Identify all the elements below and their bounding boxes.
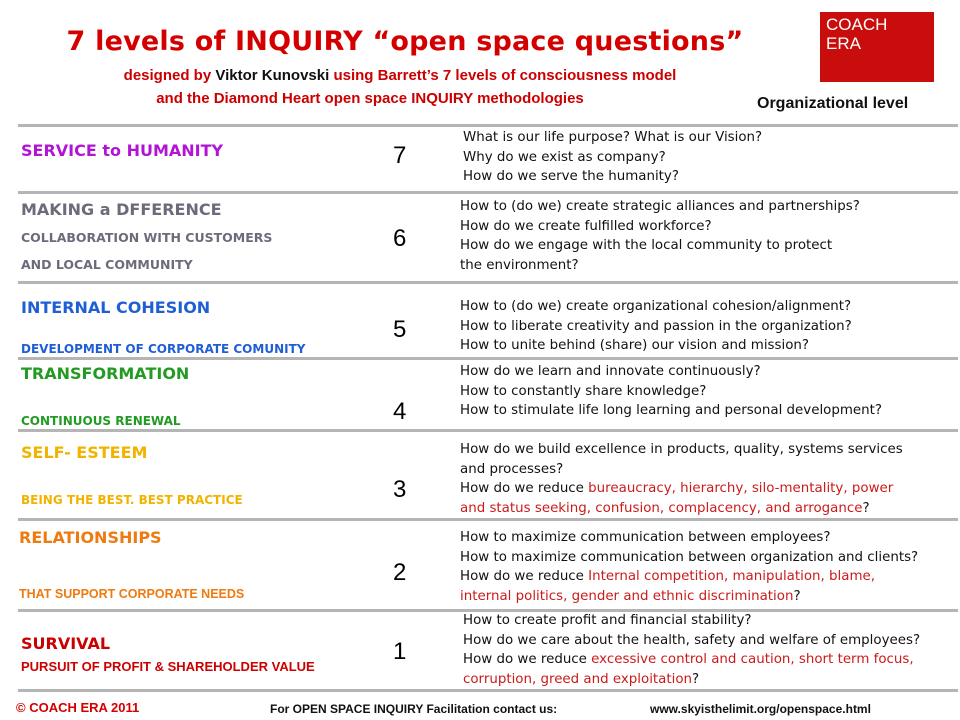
level-subtitle: AND LOCAL COMMUNITY <box>21 257 193 272</box>
organizational-level-label: Organizational level <box>757 95 909 112</box>
level-questions <box>460 440 903 518</box>
question: How do we learn and innovate continuously? <box>460 364 761 379</box>
question: How to maximize communication between organization and clients? <box>460 549 919 565</box>
question-text: How do we reduce <box>460 481 589 496</box>
question <box>460 499 903 519</box>
question: Why do we exist as company? <box>463 149 666 165</box>
level-questions <box>460 197 860 275</box>
level-questions <box>460 362 882 421</box>
question <box>460 479 903 499</box>
question-highlight: Internal competition, manipulation, blame, <box>588 569 876 584</box>
subtitle-author: Viktor Kunovski <box>215 67 330 84</box>
divider <box>18 689 958 692</box>
question: How to stimulate life long learning and personal development? <box>460 403 882 418</box>
question-highlight: and status seeking, confusion, complacency, and arrogance <box>460 500 863 516</box>
question: How do we serve the humanity? <box>463 169 679 184</box>
level-subtitle: CONTINUOUS RENEWAL <box>21 414 181 428</box>
footer-copyright: © COACH ERA 2011 <box>16 700 140 715</box>
question-highlight: corruption, greed and exploitation <box>463 671 693 687</box>
question: How to constantly share knowledge? <box>460 383 707 399</box>
level-subtitle: COLLABORATION WITH CUSTOMERS <box>21 230 273 245</box>
question: How to (do we) create strategic alliances and partnerships? <box>460 199 860 214</box>
level-number: 5 <box>393 316 407 343</box>
level-number: 2 <box>393 559 407 586</box>
question: How to maximize communication between employees? <box>460 530 831 545</box>
question: How do we create fulfilled workforce? <box>460 218 712 234</box>
level-name: TRANSFORMATION <box>21 364 190 383</box>
question <box>460 567 918 587</box>
question-highlight: excessive control and caution, short term focus, <box>591 652 914 667</box>
page-title: 7 levels of INQUIRY “open space questions” <box>66 26 744 57</box>
level-number: 4 <box>393 398 407 425</box>
level-subtitle: BEING THE BEST. BEST PRACTICE <box>21 493 243 507</box>
coach-era-logo <box>820 12 934 82</box>
level-name: SELF- ESTEEM <box>21 443 148 462</box>
question: and processes? <box>460 461 564 477</box>
level-questions <box>463 611 920 689</box>
divider <box>18 191 958 194</box>
question <box>460 587 918 607</box>
level-name: SERVICE to HUMANITY <box>21 141 224 160</box>
question: How do we build excellence in products, quality, systems services <box>460 442 903 457</box>
divider <box>18 357 958 360</box>
level-subtitle: PURSUIT OF PROFIT & SHAREHOLDER VALUE <box>21 659 315 674</box>
question <box>463 650 920 670</box>
level-number: 1 <box>393 638 407 665</box>
subtitle-designed-by: designed by <box>123 67 212 84</box>
divider <box>18 281 958 284</box>
question-text: How do we reduce <box>463 652 592 667</box>
level-number: 6 <box>393 225 407 252</box>
level-questions <box>460 528 918 606</box>
divider <box>18 124 958 127</box>
divider <box>18 518 958 521</box>
level-subtitle: THAT SUPPORT CORPORATE NEEDS <box>19 587 245 601</box>
question: How do we care about the health, safety and welfare of employees? <box>463 632 921 648</box>
question: How to unite behind (share) our vision and mission? <box>460 338 810 353</box>
divider <box>18 429 958 432</box>
question-text: ? <box>692 671 700 687</box>
level-name: SURVIVAL <box>21 634 111 653</box>
level-number: 3 <box>393 476 407 503</box>
footer-url-link[interactable]: www.skyisthelimit.org/openspace.html <box>650 702 871 716</box>
subtitle-line-1 <box>70 67 730 84</box>
question-text: ? <box>793 588 801 604</box>
subtitle-line-2: and the Diamond Heart open space INQUIRY methodologies <box>156 90 584 107</box>
level-name: RELATIONSHIPS <box>19 528 162 547</box>
question: How to create profit and financial stability? <box>463 613 752 628</box>
level-questions <box>463 128 762 187</box>
question: the environment? <box>460 257 579 273</box>
question-highlight: bureaucracy, hierarchy, silo-mentality, power <box>588 481 894 496</box>
level-subtitle: DEVELOPMENT OF CORPORATE COMUNITY <box>21 342 306 356</box>
question: How to liberate creativity and passion in the organization? <box>460 318 852 334</box>
footer-contact: For OPEN SPACE INQUIRY Facilitation contact us: <box>270 702 558 716</box>
level-questions <box>460 297 852 356</box>
question <box>463 670 920 690</box>
question: What is our life purpose? What is our Vision? <box>463 130 763 145</box>
question-text: ? <box>862 500 870 516</box>
question: How do we engage with the local community to protect <box>460 238 833 253</box>
subtitle-using: using Barrett’s 7 levels of consciousness model <box>333 67 677 84</box>
level-name: INTERNAL COHESION <box>21 298 211 317</box>
logo-line-1: COACH <box>826 15 888 34</box>
question-text: How do we reduce <box>460 569 589 584</box>
level-name: MAKING a DFFERENCE <box>21 200 222 219</box>
question-highlight: internal politics, gender and ethnic discrimination <box>460 588 794 604</box>
question: How to (do we) create organizational cohesion/alignment? <box>460 299 852 314</box>
level-number: 7 <box>393 142 407 169</box>
logo-line-2: ERA <box>826 34 861 53</box>
